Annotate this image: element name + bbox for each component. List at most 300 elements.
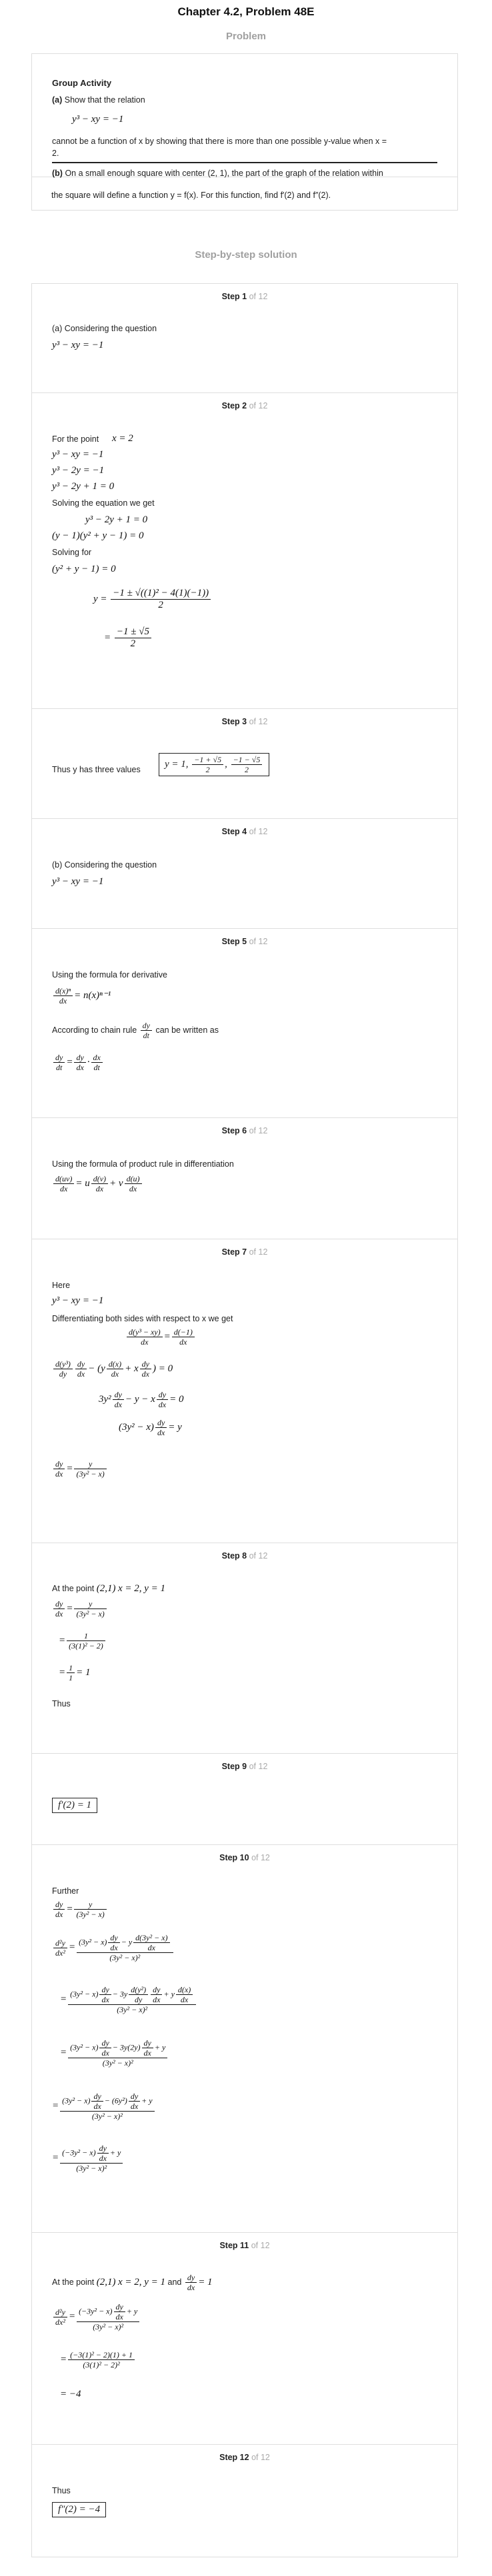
term: (3y² − x) bbox=[79, 1937, 107, 1947]
numerator: dy bbox=[113, 1390, 124, 1400]
step-total: of 12 bbox=[249, 717, 268, 726]
denominator: dx bbox=[114, 1400, 122, 1409]
numerator: y bbox=[74, 1459, 106, 1469]
term: (3y² − x) bbox=[70, 1989, 99, 1999]
denominator: dx bbox=[59, 996, 67, 1005]
equals: = bbox=[59, 1634, 66, 1646]
term: − 3y bbox=[112, 1989, 128, 1999]
denominator: dx bbox=[187, 2283, 195, 2292]
chain-rule bbox=[52, 1053, 104, 1072]
step-equation: y³ − xy = −1 bbox=[52, 449, 104, 460]
dot: · bbox=[87, 1056, 90, 1067]
denominator: dt bbox=[143, 1031, 149, 1040]
second-derivative-1 bbox=[52, 1933, 175, 1962]
denominator: dx² bbox=[55, 2317, 65, 2327]
fraction bbox=[108, 1933, 119, 1952]
step-text: Using the formula for derivative bbox=[52, 970, 167, 979]
numerator: y bbox=[74, 1900, 106, 1910]
fraction bbox=[114, 2302, 125, 2321]
denominator: dx bbox=[76, 1063, 84, 1072]
problem-heading: Problem bbox=[225, 31, 266, 42]
fraction bbox=[77, 1933, 173, 1962]
fraction bbox=[91, 1053, 103, 1072]
denominator: dx bbox=[141, 1337, 149, 1347]
text: can be written as bbox=[155, 1025, 219, 1035]
numerator: dy bbox=[75, 1359, 87, 1369]
numerator: d(y²) bbox=[129, 1985, 148, 1995]
step-4 bbox=[31, 818, 458, 928]
step-label: Step 10 bbox=[219, 1853, 249, 1862]
second-derivative-5 bbox=[52, 2144, 124, 2173]
dy-dx-value bbox=[184, 2273, 213, 2292]
numerator: d(x) bbox=[107, 1359, 123, 1369]
term: 3y² bbox=[99, 1393, 111, 1405]
denominator: dx² bbox=[55, 1948, 65, 1958]
answer-box bbox=[159, 753, 269, 776]
second-derivative bbox=[52, 2302, 141, 2331]
fraction bbox=[140, 1359, 151, 1379]
text: At the point bbox=[52, 2277, 95, 2287]
fraction bbox=[53, 1459, 65, 1479]
fraction bbox=[151, 1985, 162, 2004]
part-a-text: Show that the relation bbox=[64, 95, 145, 105]
step-label: Step 3 bbox=[221, 717, 247, 726]
fraction bbox=[53, 986, 73, 1005]
denominator: (3y² − x)² bbox=[93, 2322, 124, 2331]
term: = u bbox=[75, 1177, 90, 1189]
differentiate-both-sides bbox=[125, 1327, 196, 1347]
step-label: Step 6 bbox=[221, 1126, 247, 1135]
page-title: Chapter 4.2, Problem 48E bbox=[177, 5, 315, 18]
step-total: of 12 bbox=[249, 1126, 268, 1135]
numerator: dy bbox=[108, 1933, 119, 1943]
fraction bbox=[60, 2092, 154, 2121]
denominator: (3y² − x)² bbox=[102, 2058, 133, 2068]
part-a-continuation-2: 2. bbox=[52, 149, 59, 158]
denominator: dx bbox=[143, 2048, 151, 2058]
term: + v bbox=[109, 1177, 123, 1189]
equals: = bbox=[163, 1331, 171, 1342]
point-text bbox=[52, 2273, 213, 2292]
step-label: Step 2 bbox=[221, 401, 247, 410]
numerator: dy bbox=[99, 1985, 111, 1995]
step-text: Thus bbox=[52, 2486, 71, 2495]
root-2 bbox=[192, 755, 223, 774]
answer-box: f′(2) = 1 bbox=[52, 1798, 97, 1813]
numerator: dy bbox=[99, 2038, 111, 2048]
answer-box: f″(2) = −4 bbox=[52, 2502, 106, 2517]
numerator: −1 + √5 bbox=[192, 755, 223, 765]
numerator: dy bbox=[91, 2092, 103, 2102]
numerator: dy bbox=[53, 1599, 65, 1609]
group-activity-title: Group Activity bbox=[52, 78, 112, 88]
result: = 1 bbox=[198, 2276, 213, 2287]
step-text: For the point bbox=[52, 434, 99, 444]
denominator: dx bbox=[101, 2048, 109, 2058]
fraction bbox=[53, 1174, 74, 1193]
numerator: 1 bbox=[67, 1631, 105, 1641]
part-a-continuation: cannot be a function of x by showing that there is more than one possible y-value when x = bbox=[52, 137, 387, 146]
fraction bbox=[99, 2038, 111, 2058]
fraction bbox=[53, 2307, 67, 2327]
numerator bbox=[77, 2302, 139, 2322]
numerator: dy bbox=[185, 2273, 197, 2283]
numerator: −1 ± √((1)² − 4(1)(−1)) bbox=[111, 588, 211, 600]
dy-dx bbox=[52, 1599, 108, 1618]
values: x = 2, y = 1 bbox=[117, 1583, 166, 1594]
and: and bbox=[167, 2277, 182, 2287]
numerator: dx bbox=[91, 1053, 103, 1063]
denominator: dx bbox=[95, 1184, 104, 1193]
denominator: dx bbox=[60, 1184, 68, 1193]
step-label: Step 5 bbox=[221, 937, 247, 946]
numerator: d(y³) bbox=[53, 1359, 73, 1369]
step-total: of 12 bbox=[249, 401, 268, 410]
denominator: dx bbox=[147, 1943, 155, 1952]
denominator: 2 bbox=[158, 600, 163, 610]
denominator: dx bbox=[130, 2102, 139, 2111]
fraction bbox=[127, 1327, 163, 1347]
numerator: dy bbox=[114, 2302, 125, 2312]
denominator: dx bbox=[55, 1910, 63, 1919]
equals: = bbox=[52, 2152, 59, 2164]
equals: = bbox=[60, 1994, 67, 2005]
step-text: Thus y has three values bbox=[52, 765, 141, 774]
fraction bbox=[141, 1021, 152, 1040]
step-text: Solving the equation we get bbox=[52, 498, 155, 508]
denominator: dx bbox=[77, 1369, 85, 1379]
term: (3y² − x) bbox=[62, 2096, 91, 2106]
numerator: dy bbox=[157, 1390, 168, 1400]
step-label: Step 4 bbox=[221, 827, 247, 836]
step-equation: (y − 1)(y² + y − 1) = 0 bbox=[52, 530, 144, 541]
simplified-derivative bbox=[99, 1390, 184, 1409]
fraction bbox=[60, 2144, 123, 2173]
fraction bbox=[129, 1985, 148, 2004]
denominator: dt bbox=[55, 1063, 63, 1072]
step-text: Differentiating both sides with respect to x we get bbox=[52, 1314, 233, 1323]
denominator: dx bbox=[55, 1609, 63, 1618]
product-rule bbox=[52, 1174, 143, 1193]
step-total: of 12 bbox=[251, 2241, 270, 2250]
numerator: d(x) bbox=[176, 1985, 193, 1995]
fraction bbox=[68, 2038, 167, 2068]
term: + y bbox=[109, 2148, 121, 2158]
comma: , bbox=[225, 758, 227, 770]
step-label: Step 9 bbox=[221, 1762, 247, 1771]
step-total: of 12 bbox=[249, 292, 268, 301]
equals: = bbox=[66, 1463, 73, 1474]
numerator: dy bbox=[151, 1985, 162, 1995]
step-equation: y³ − xy = −1 bbox=[52, 1295, 104, 1306]
step-total: of 12 bbox=[249, 827, 268, 836]
fraction bbox=[74, 1599, 106, 1618]
step-label: Step 7 bbox=[221, 1247, 247, 1257]
step-text: Further bbox=[52, 1886, 79, 1896]
fraction bbox=[185, 2273, 197, 2292]
step-1 bbox=[31, 283, 458, 392]
problem-card-bottom bbox=[31, 177, 458, 211]
step-total: of 12 bbox=[249, 937, 268, 946]
step-text: Using the formula of product rule in differentiation bbox=[52, 1159, 234, 1169]
denominator: dx bbox=[153, 1995, 161, 2004]
denominator: (3y² − x) bbox=[76, 1469, 105, 1479]
denominator: dx bbox=[93, 2102, 101, 2111]
fraction bbox=[67, 1631, 105, 1650]
fraction bbox=[142, 2038, 153, 2058]
lhs: y = bbox=[93, 593, 107, 604]
term: + x bbox=[125, 1363, 139, 1374]
fraction bbox=[74, 1900, 106, 1919]
equals: = bbox=[68, 2311, 76, 2322]
denominator: dx bbox=[179, 1337, 187, 1347]
fraction bbox=[129, 2092, 140, 2111]
step-equation: y³ − 2y + 1 = 0 bbox=[85, 514, 148, 525]
numerator bbox=[77, 1933, 173, 1953]
factored-derivative bbox=[119, 1418, 182, 1437]
step-total: of 12 bbox=[249, 1762, 268, 1771]
part-b-text: On a small enough square with center (2, 1), the part of the graph of the relation within bbox=[65, 169, 383, 178]
fraction bbox=[172, 1327, 195, 1347]
denominator: (3y² − x) bbox=[76, 1609, 105, 1618]
quadratic-result bbox=[104, 626, 153, 650]
fraction bbox=[53, 1599, 65, 1618]
substituted bbox=[60, 2350, 136, 2369]
denominator: (3y² − x)² bbox=[76, 2164, 107, 2173]
step-5 bbox=[31, 928, 458, 1117]
root-3 bbox=[231, 755, 263, 774]
evaluated bbox=[59, 1663, 91, 1682]
numerator: dy bbox=[97, 2144, 109, 2154]
numerator bbox=[60, 2092, 154, 2112]
equals: = bbox=[59, 1666, 66, 1678]
step-12 bbox=[31, 2444, 458, 2557]
step-7 bbox=[31, 1239, 458, 1543]
step-label: Step 12 bbox=[219, 2453, 249, 2462]
fraction bbox=[68, 1985, 196, 2014]
denominator: (3(1)² − 2)² bbox=[83, 2360, 120, 2369]
denominator: dx bbox=[101, 1995, 109, 2004]
equals: = bbox=[60, 2353, 67, 2365]
numerator: d(v) bbox=[91, 1174, 108, 1184]
equals: = bbox=[66, 1603, 73, 1614]
step-label: Step 1 bbox=[221, 292, 247, 301]
denominator: (3y² − x)² bbox=[109, 1953, 141, 1962]
fraction bbox=[77, 2302, 139, 2331]
step-9 bbox=[31, 1753, 458, 1844]
numerator: dy bbox=[141, 1021, 152, 1031]
numerator: dy bbox=[53, 1900, 65, 1910]
fraction bbox=[74, 1459, 106, 1479]
term: − 3y(2y) bbox=[112, 2042, 141, 2052]
numerator: dy bbox=[53, 1053, 65, 1063]
numerator: d(−1) bbox=[172, 1327, 195, 1337]
fraction bbox=[97, 2144, 109, 2163]
step-equation: y³ − 2y + 1 = 0 bbox=[52, 481, 115, 492]
term: (−3y² − x) bbox=[79, 2306, 113, 2316]
fraction bbox=[157, 1390, 168, 1409]
numerator bbox=[68, 2038, 167, 2058]
numerator bbox=[60, 2144, 123, 2164]
equals: = bbox=[60, 2047, 67, 2058]
term: = y bbox=[168, 1421, 182, 1433]
denominator: 2 bbox=[205, 765, 210, 774]
denominator: 2 bbox=[244, 765, 249, 774]
equals: = bbox=[68, 1942, 76, 1953]
numerator: d²y bbox=[53, 1938, 67, 1948]
denominator: dy bbox=[135, 1995, 143, 2004]
step-text: Here bbox=[52, 1281, 71, 1290]
numerator: dy bbox=[155, 1418, 167, 1428]
quadratic-formula bbox=[93, 588, 212, 611]
numerator: (−3(1)² − 2)(1) + 1 bbox=[68, 2350, 135, 2360]
fraction bbox=[53, 1359, 73, 1379]
numerator: dy bbox=[53, 1459, 65, 1469]
fraction bbox=[111, 588, 211, 611]
step-equation: y³ − xy = −1 bbox=[52, 876, 104, 887]
step-total: of 12 bbox=[249, 1551, 268, 1561]
step-text: Solving for bbox=[52, 548, 92, 557]
fraction bbox=[115, 626, 151, 650]
term: + y bbox=[141, 2096, 153, 2106]
term: − (y bbox=[88, 1363, 105, 1374]
step-total: of 12 bbox=[251, 1853, 270, 1862]
numerator: −1 − √5 bbox=[231, 755, 263, 765]
fraction bbox=[74, 1053, 85, 1072]
numerator: y bbox=[74, 1599, 106, 1609]
rhs: = n(x)ⁿ⁻¹ bbox=[74, 989, 111, 1001]
denominator: (3y² − x)² bbox=[91, 2112, 123, 2121]
values: x = 2, y = 1 bbox=[117, 2276, 166, 2287]
text: According to chain rule bbox=[52, 1025, 137, 1035]
problem-card bbox=[31, 53, 458, 177]
numerator: d²y bbox=[53, 2307, 67, 2317]
step-2 bbox=[31, 392, 458, 708]
step-text: (b) Considering the question bbox=[52, 860, 157, 870]
denominator: 2 bbox=[130, 638, 136, 649]
fraction bbox=[176, 1985, 193, 2004]
numerator: d(3y² − x) bbox=[133, 1933, 169, 1943]
denominator: dx bbox=[157, 1428, 165, 1437]
equals: = bbox=[66, 1903, 73, 1914]
numerator: −1 ± √5 bbox=[115, 626, 151, 638]
dy-dx-result bbox=[52, 1459, 108, 1479]
term: (3y² − x) bbox=[70, 2042, 99, 2052]
step-6 bbox=[31, 1117, 458, 1239]
fraction bbox=[155, 1418, 167, 1437]
fraction bbox=[99, 1985, 111, 2004]
term: (−3y² − x) bbox=[62, 2148, 96, 2158]
fraction bbox=[91, 1174, 108, 1193]
denominator: (3y² − x) bbox=[76, 1910, 105, 1919]
point-text bbox=[52, 1583, 165, 1595]
denominator: (3(1)² − 2) bbox=[69, 1641, 103, 1650]
fraction bbox=[133, 1933, 169, 1952]
text: At the point bbox=[52, 1584, 95, 1593]
step-equation: (y² + y − 1) = 0 bbox=[52, 564, 116, 574]
fraction bbox=[125, 1174, 142, 1193]
step-10 bbox=[31, 1844, 458, 2232]
numerator: dy bbox=[74, 1053, 85, 1063]
relation-equation: y³ − xy = −1 bbox=[72, 114, 124, 125]
fraction bbox=[91, 2092, 103, 2111]
denominator: 1 bbox=[69, 1673, 73, 1682]
step-label: Step 8 bbox=[221, 1551, 247, 1561]
denominator: dx bbox=[141, 1369, 149, 1379]
denominator: dx bbox=[99, 2154, 107, 2163]
point: (2,1) bbox=[96, 2276, 116, 2287]
term: − y bbox=[121, 1937, 133, 1947]
term: − y − x bbox=[125, 1393, 155, 1405]
step-total: of 12 bbox=[251, 2453, 270, 2462]
numerator: dy bbox=[140, 1359, 151, 1369]
step-label: Step 11 bbox=[219, 2241, 249, 2250]
second-derivative-4 bbox=[52, 2092, 156, 2121]
second-derivative-2 bbox=[60, 1985, 197, 2014]
numerator: dy bbox=[142, 2038, 153, 2048]
term: (3y² − x) bbox=[119, 1421, 154, 1433]
result: = −4 bbox=[60, 2389, 81, 2399]
second-derivative-3 bbox=[60, 2038, 169, 2068]
fraction bbox=[68, 2350, 135, 2369]
denominator: dx bbox=[115, 2312, 123, 2321]
denominator: dx bbox=[55, 1469, 63, 1479]
result: = 1 bbox=[76, 1666, 91, 1678]
fraction bbox=[107, 1359, 123, 1379]
fraction bbox=[53, 1053, 65, 1072]
step-equation: x = 2 bbox=[112, 433, 133, 444]
part-a-label: (a) bbox=[52, 95, 63, 105]
fraction bbox=[75, 1359, 87, 1379]
denominator: dx bbox=[180, 1995, 189, 2004]
term: + y bbox=[154, 2042, 166, 2052]
numerator: d(u) bbox=[125, 1174, 142, 1184]
step-8 bbox=[31, 1543, 458, 1753]
denominator: dx bbox=[158, 1400, 167, 1409]
step-equation: y³ − xy = −1 bbox=[52, 340, 104, 350]
fraction bbox=[67, 1663, 75, 1682]
numerator: d(x)ⁿ bbox=[53, 986, 73, 996]
part-b-label: (b) bbox=[52, 169, 63, 178]
part-b-text-2: the square will define a function y = f(x). For this function, find f′(2) and f″(2). bbox=[51, 191, 331, 200]
numerator: dy bbox=[129, 2092, 140, 2102]
equals: = bbox=[104, 632, 111, 643]
dy-dx bbox=[52, 1900, 108, 1919]
numerator: d(uv) bbox=[53, 1174, 74, 1184]
term: = 0 bbox=[169, 1393, 184, 1405]
point: (2,1) bbox=[96, 1583, 116, 1594]
expanded-derivative bbox=[52, 1359, 173, 1379]
fraction bbox=[53, 1900, 65, 1919]
term: ) = 0 bbox=[152, 1363, 173, 1374]
numerator: d(y³ − xy) bbox=[127, 1327, 163, 1337]
denominator: dy bbox=[59, 1369, 67, 1379]
step-3 bbox=[31, 708, 458, 818]
chain-rule-text bbox=[52, 1021, 219, 1040]
step-text: (a) Considering the question bbox=[52, 324, 157, 333]
root-1: y = 1, bbox=[165, 758, 189, 770]
fraction bbox=[53, 1938, 67, 1958]
term: − (6y²) bbox=[104, 2096, 127, 2106]
step-11 bbox=[31, 2232, 458, 2444]
denominator: dx bbox=[111, 1369, 119, 1379]
equals: = bbox=[66, 1056, 73, 1067]
substituted bbox=[59, 1631, 107, 1650]
divider bbox=[52, 162, 437, 163]
step-text: Thus bbox=[52, 1699, 71, 1708]
equals: = bbox=[52, 2100, 59, 2112]
step-equation: y³ − 2y = −1 bbox=[52, 465, 105, 476]
